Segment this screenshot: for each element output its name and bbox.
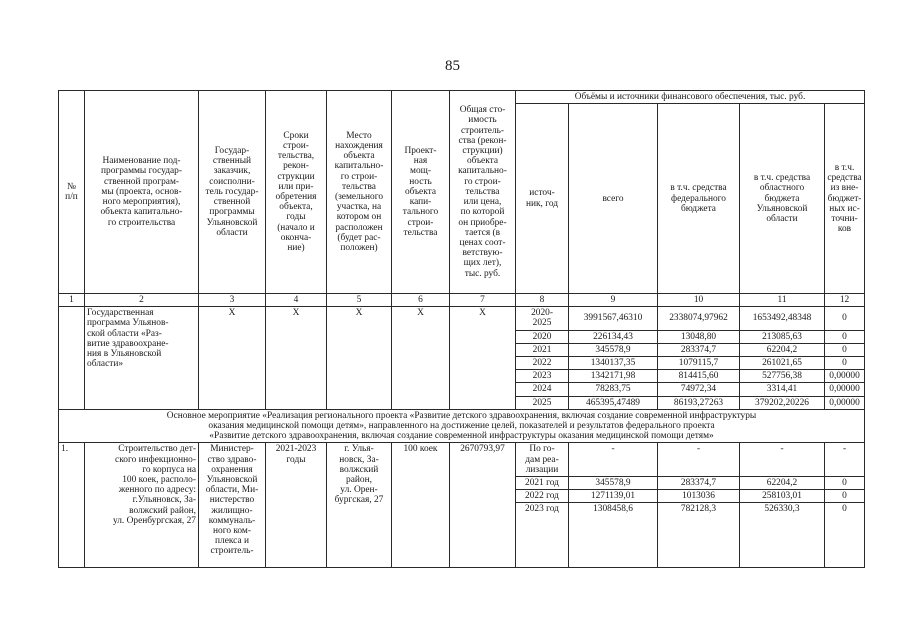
program-federal: 814415,60 <box>658 370 740 383</box>
object-regional: 258103,01 <box>740 490 825 503</box>
program-source: 2024 <box>516 383 569 396</box>
object-total: 1271139,01 <box>569 490 658 503</box>
object-total: - <box>569 443 658 477</box>
program-extra: 0 <box>825 307 865 330</box>
object-capacity: 100 коек <box>392 443 450 568</box>
column-number-row <box>59 294 865 307</box>
object-extra: 0 <box>825 477 865 490</box>
program-total: 345578,9 <box>569 343 658 356</box>
object-federal: 283374,7 <box>658 477 740 490</box>
object-total: 1308458,6 <box>569 503 658 568</box>
program-extra: 0 <box>825 357 865 370</box>
program-total: 1342171,98 <box>569 370 658 383</box>
object-regional: - <box>740 443 825 477</box>
object-cost: 2670793,97 <box>450 443 516 568</box>
header-total: всего <box>569 104 658 294</box>
column-number: 1 <box>59 294 85 307</box>
section-title-line: Основное мероприятие «Реализация регионального проекта «Развитие детского здравоохранения, включая создание современной инфраструктуры <box>166 410 757 421</box>
program-source: 2020- 2025 <box>516 307 569 330</box>
program-federal: 283374,7 <box>658 343 740 356</box>
object-num: 1. <box>59 443 85 568</box>
object-source: 2021 год <box>516 477 569 490</box>
header-row-top <box>59 91 865 104</box>
header-terms: Сроки строи- тельства, рекон- струкции или при- обретения объекта, годы (начало и оконча- ние) <box>266 91 327 294</box>
program-extra: 0,00000 <box>825 370 865 383</box>
column-number: 4 <box>266 294 327 307</box>
object-extra: 0 <box>825 503 865 568</box>
column-number: 7 <box>450 294 516 307</box>
object-extra: 0 <box>825 490 865 503</box>
column-number: 10 <box>658 294 740 307</box>
column-number: 9 <box>569 294 658 307</box>
header-financing-group: Объёмы и источники финансового обеспечения, тыс. руб. <box>516 91 865 104</box>
program-federal: 2338074,97962 <box>658 307 740 330</box>
program-federal: 86193,27263 <box>658 396 740 409</box>
program-extra: 0,00000 <box>825 383 865 396</box>
object-federal: 1013036 <box>658 490 740 503</box>
object-regional: 62204,2 <box>740 477 825 490</box>
program-source: 2023 <box>516 370 569 383</box>
program-extra: 0,00000 <box>825 396 865 409</box>
program-regional: 527756,38 <box>740 370 825 383</box>
program-federal: 74972,34 <box>658 383 740 396</box>
program-regional: 261021,65 <box>740 357 825 370</box>
program-source: 2022 <box>516 357 569 370</box>
section-title-line: оказания медицинской помощи детям», направленного на достижение целей, показателей и результатов федерального проекта <box>208 421 715 432</box>
object-source: 2022 год <box>516 490 569 503</box>
program-regional: 1653492,48348 <box>740 307 825 330</box>
program-total: 465395,47489 <box>569 396 658 409</box>
program-name: Государственная программа Ульянов- ской области «Раз- витие здравоохране- ния в Ульяновской области» <box>85 307 199 410</box>
program-cost-mark: Х <box>450 307 516 410</box>
column-number: 3 <box>199 294 266 307</box>
column-number: 2 <box>85 294 199 307</box>
header-location: Место нахождения объекта капитально- го строи- тельства (земельного участка, на котором он расположен (будет рас- положен) <box>327 91 392 294</box>
budget-table <box>58 90 865 568</box>
program-extra: 0 <box>825 343 865 356</box>
program-total: 78283,75 <box>569 383 658 396</box>
program-capacity-mark: Х <box>392 307 450 410</box>
section-title-line: «Развитие детского здравоохранения, включая создание современной инфраструктуры оказания медицинской помощи детям» <box>209 431 714 442</box>
column-number: 5 <box>327 294 392 307</box>
header-customer: Государ- ственный заказчик, соисполни- тель государ- ственной программы Ульяновской области <box>199 91 266 294</box>
page-number: 85 <box>445 58 460 74</box>
object-source: 2023 год <box>516 503 569 568</box>
header-federal: в т.ч. средства федерального бюджета <box>658 104 740 294</box>
program-location-mark: Х <box>327 307 392 410</box>
object-terms: 2021-2023 годы <box>266 443 327 568</box>
program-source: 2021 <box>516 343 569 356</box>
section-row <box>59 409 865 443</box>
header-source: источ- ник, год <box>516 104 569 294</box>
section-title <box>59 409 865 443</box>
object-regional: 526330,3 <box>740 503 825 568</box>
object-location: г. Улья- новск, За- волжский район, ул. Орен- бургская, 27 <box>327 443 392 568</box>
program-regional: 213085,63 <box>740 330 825 343</box>
program-total: 226134,43 <box>569 330 658 343</box>
program-total: 1340137,35 <box>569 357 658 370</box>
object-extra: - <box>825 443 865 477</box>
object-row <box>59 443 865 477</box>
object-customer: Министер- ство здраво- охранения Ульяновской области, Ми- нистерство жилищно- коммуналь- ного ком- плекса и строитель- <box>199 443 266 568</box>
object-federal: 782128,3 <box>658 503 740 568</box>
column-number: 6 <box>392 294 450 307</box>
header-regional: в т.ч. средства областного бюджета Ульяновской области <box>740 104 825 294</box>
program-total: 3991567,46310 <box>569 307 658 330</box>
program-federal: 1079115,7 <box>658 357 740 370</box>
program-extra: 0 <box>825 330 865 343</box>
program-regional: 3314,41 <box>740 383 825 396</box>
object-source: По го- дам реа- лизации <box>516 443 569 477</box>
column-number: 11 <box>740 294 825 307</box>
program-row <box>59 307 865 330</box>
object-total: 345578,9 <box>569 477 658 490</box>
column-number: 12 <box>825 294 865 307</box>
column-number: 8 <box>516 294 569 307</box>
header-num: № п/п <box>59 91 85 294</box>
header-extra: в т.ч. средства из вне- бюджет- ных ис- точни- ков <box>825 104 865 294</box>
program-source: 2025 <box>516 396 569 409</box>
header-cost: Общая сто- имость строитель- ства (рекон- струкции) объекта капитально- го строи- тельства или цена, по которой он приобре- тается (в ценах соот- ветствую- щих лет), тыс. руб. <box>450 91 516 294</box>
program-regional: 62204,2 <box>740 343 825 356</box>
program-customer-mark: Х <box>199 307 266 410</box>
program-source: 2020 <box>516 330 569 343</box>
header-name: Наименование под- программы государ- ственной програм- мы (проекта, основ- ного мероприятия), объекта капитально- го строительства <box>85 91 199 294</box>
program-regional: 379202,20226 <box>740 396 825 409</box>
program-terms-mark: Х <box>266 307 327 410</box>
object-federal: - <box>658 443 740 477</box>
program-num <box>59 307 85 410</box>
object-name: Строительство дет- ского инфекционно- го корпуса на 100 коек, располо- женного по адресу: г.Ульяновск, За- волжский район, ул. Оренбургская, 27 <box>85 443 199 568</box>
program-federal: 13048,80 <box>658 330 740 343</box>
header-capacity: Проект- ная мощ- ность объекта капи- тального строи- тельства <box>392 91 450 294</box>
